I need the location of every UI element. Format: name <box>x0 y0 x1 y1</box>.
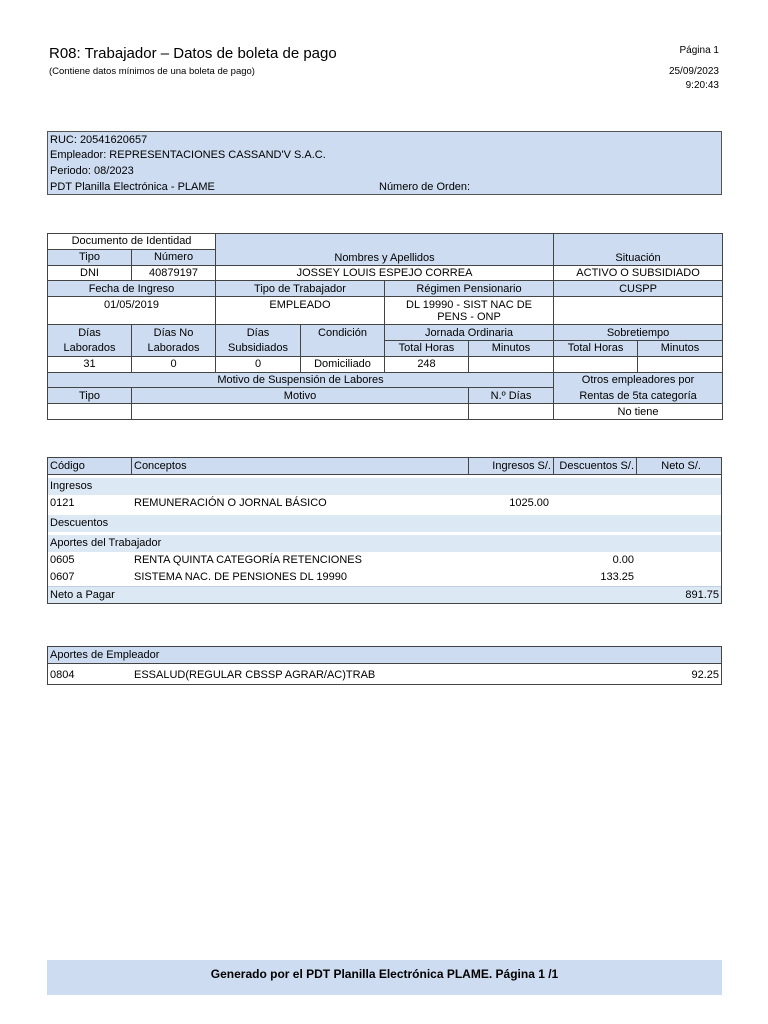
condition-header-spacer <box>301 340 385 356</box>
discounts-group-row <box>48 515 721 532</box>
suspension-header: Motivo de Suspensión de Labores <box>48 372 554 388</box>
worker-contrib-group-label: Aportes del Trabajador <box>50 537 162 549</box>
condition-value: Domiciliado <box>301 356 385 372</box>
other-employers-header-1: Otros empleadores por <box>554 372 723 388</box>
worker-type-value: EMPLEADO <box>216 297 385 325</box>
discounts-header: Descuentos S/. <box>554 458 637 474</box>
net-pay-row <box>48 586 721 603</box>
days-subsidized-value: 0 <box>216 356 301 372</box>
employer-contrib-title: Aportes de Empleador <box>50 649 160 661</box>
concept-name: SISTEMA NAC. DE PENSIONES DL 19990 <box>134 571 347 583</box>
employer-info-box <box>47 131 722 195</box>
minutes-header: Minutos <box>469 340 554 356</box>
footer-banner: Generado por el PDT Planilla Electrónica PLAME. Página 1 /1 <box>47 960 722 995</box>
employer-contrib-section <box>47 646 722 685</box>
ruc: RUC: 20541620657 <box>50 134 148 146</box>
report-subtitle: (Contiene datos mínimos de una boleta de pago) <box>49 66 255 77</box>
employer-name: Empleador: REPRESENTACIONES CASSAND'V S.A.C. <box>50 149 326 161</box>
net-pay-amount: 891.75 <box>685 589 719 601</box>
suspension-type-value <box>48 404 132 420</box>
overtime-minutes-value <box>638 356 723 372</box>
total-hours-value: 248 <box>385 356 469 372</box>
days-worked-header-1: Días <box>48 325 132 341</box>
concepts-header-row <box>48 458 721 475</box>
report-time: 9:20:43 <box>685 80 719 91</box>
table-row <box>48 569 721 586</box>
table-row <box>48 495 721 512</box>
concept-code: 0607 <box>50 571 75 583</box>
situation-header: Situación <box>554 234 723 266</box>
worker-data-table <box>47 233 723 420</box>
concept-income-amount: 1025.00 <box>509 497 549 509</box>
worker-name-value: JOSSEY LOUIS ESPEJO CORREA <box>216 265 554 281</box>
discounts-group-label: Descuentos <box>50 517 109 529</box>
pdt-label: PDT Planilla Electrónica - PLAME <box>50 181 215 193</box>
days-subsidized-header-2: Subsidiados <box>216 340 301 356</box>
total-hours-header: Total Horas <box>385 340 469 356</box>
suspension-days-value <box>469 404 554 420</box>
concept-discount-amount: 0.00 <box>612 554 634 566</box>
cuspp-value <box>554 297 723 325</box>
worker-contrib-group-row <box>48 535 721 552</box>
suspension-reason-header: Motivo <box>132 388 469 404</box>
concept-name: RENTA QUINTA CATEGORÍA RETENCIONES <box>134 554 362 566</box>
period: Periodo: 08/2023 <box>50 165 134 177</box>
doc-number-value: 40879197 <box>132 265 216 281</box>
overtime-hours-header: Total Horas <box>554 340 638 356</box>
concept-code: 0605 <box>50 554 75 566</box>
concept-amount: 92.25 <box>691 669 719 681</box>
concepts-section <box>47 457 722 604</box>
report-title: R08: Trabajador – Datos de boleta de pago <box>49 45 337 62</box>
doc-identity-header: Documento de Identidad <box>48 234 216 250</box>
income-group-label: Ingresos <box>50 480 93 492</box>
report-date: 25/09/2023 <box>668 66 719 77</box>
suspension-days-header: N.º Días <box>469 388 554 404</box>
employer-contrib-header <box>48 647 721 664</box>
concept-name: ESSALUD(REGULAR CBSSP AGRAR/AC)TRAB <box>134 669 376 681</box>
concept-code: 0804 <box>50 669 75 681</box>
doc-number-header: Número <box>132 249 216 265</box>
doc-type-header: Tipo <box>48 249 132 265</box>
overtime-minutes-header: Minutos <box>638 340 723 356</box>
concept-name: REMUNERACIÓN O JORNAL BÁSICO <box>134 497 327 509</box>
other-employers-header-2: Rentas de 5ta categoría <box>554 388 723 404</box>
hire-date-value: 01/05/2019 <box>48 297 216 325</box>
table-row <box>48 552 721 569</box>
hire-date-header: Fecha de Ingreso <box>48 281 216 297</box>
code-header: Código <box>48 458 132 474</box>
net-header: Neto S/. <box>661 460 701 472</box>
page-number: Página 1 <box>679 45 719 56</box>
income-header: Ingresos S/. <box>469 458 554 474</box>
suspension-reason-value <box>132 404 469 420</box>
income-group-row <box>48 478 721 495</box>
other-employers-value: No tiene <box>554 404 723 420</box>
order-number-label: Número de Orden: <box>379 181 471 193</box>
concepts-header: Conceptos <box>132 458 469 474</box>
days-worked-header-2: Laborados <box>48 340 132 356</box>
overtime-hours-value <box>554 356 638 372</box>
names-header: Nombres y Apellidos <box>216 234 554 266</box>
ordinary-shift-header: Jornada Ordinaria <box>385 325 554 341</box>
condition-header: Condición <box>301 325 385 341</box>
worker-type-header: Tipo de Trabajador <box>216 281 385 297</box>
minutes-value <box>469 356 554 372</box>
cuspp-header: CUSPP <box>554 281 723 297</box>
doc-type-value: DNI <box>48 265 132 281</box>
concept-code: 0121 <box>50 497 75 509</box>
days-not-worked-header-1: Días No <box>132 325 216 341</box>
suspension-type-header: Tipo <box>48 388 132 404</box>
days-not-worked-value: 0 <box>132 356 216 372</box>
days-worked-value: 31 <box>48 356 132 372</box>
table-row <box>48 667 721 684</box>
concept-discount-amount: 133.25 <box>600 571 634 583</box>
days-not-worked-header-2: Laborados <box>132 340 216 356</box>
situation-value: ACTIVO O SUBSIDIADO <box>554 265 723 281</box>
pension-regime-header: Régimen Pensionario <box>385 281 554 297</box>
days-subsidized-header-1: Días <box>216 325 301 341</box>
net-pay-label: Neto a Pagar <box>50 589 115 601</box>
pension-regime-value: DL 19990 - SIST NAC DE PENS - ONP <box>385 297 554 325</box>
overtime-header: Sobretiempo <box>554 325 723 341</box>
